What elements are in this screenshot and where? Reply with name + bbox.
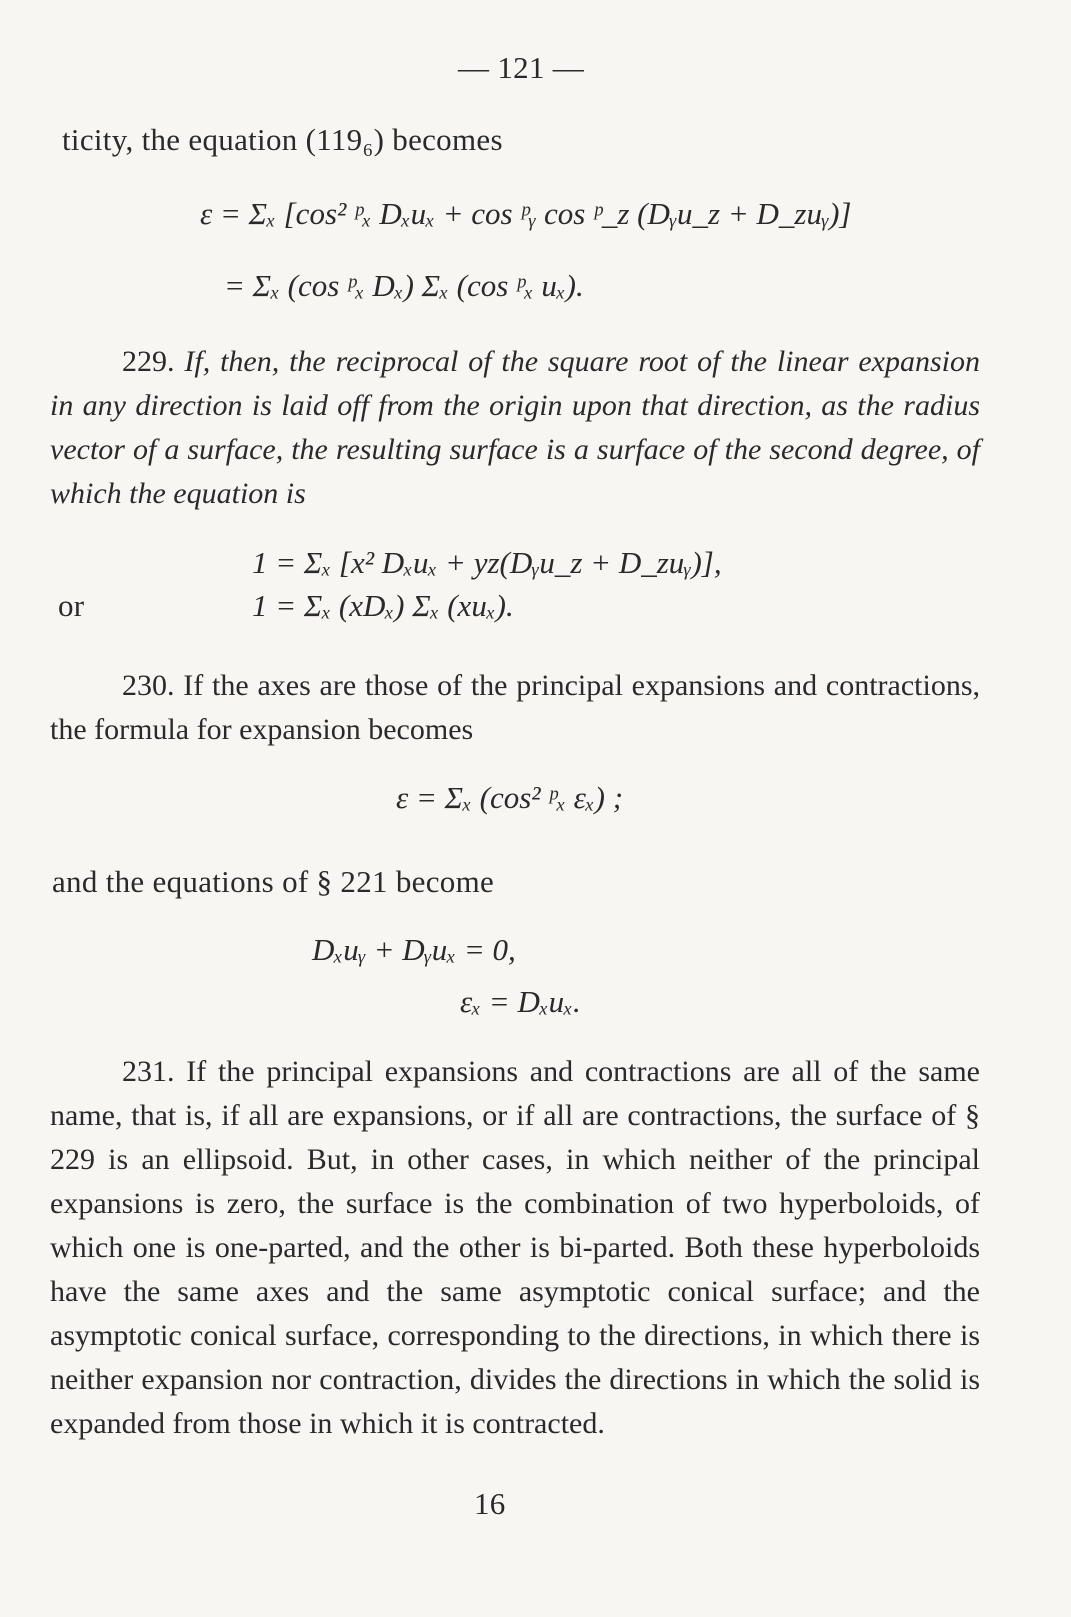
intro-line: ticity, the equation (119₆) becomes bbox=[62, 122, 503, 157]
section-230-text: If the axes are those of the principal expansions and contractions, the formula for expansion becomes bbox=[50, 669, 980, 746]
section-230-number: 230. bbox=[122, 669, 175, 702]
equation-2-line-1: 1 = Σₓ [x² Dₓuₓ + yz(Dᵧu_z + D_zuᵧ)], bbox=[252, 545, 722, 580]
equation-1-line-1: ε = Σₓ [cos² ᵖₓ Dₓuₓ + cos ᵖᵧ cos ᵖ_z (Dᵧu_z + D_zuᵧ)] bbox=[200, 196, 852, 231]
section-231-text: If the principal expansions and contractions are all of the same name, that is, if all are expansions, or if all are contractions, the surface of § 229 is an ellipsoid. But, in other cases, in which neither of the principal expansions is zero, the surface is the combination of two hyperboloids, of which one is one-parted, and the other is bi-parted. Both these hyperboloids have the same axes and the same asymptotic conical surface; and the asymptotic conical surface, corresponding to the directions, in which there is neither expansion nor contraction, divides the directions in which the solid is expanded from those in which it is contracted. bbox=[50, 1055, 980, 1440]
section-231-number: 231. bbox=[122, 1055, 175, 1088]
or-label: or bbox=[58, 588, 85, 623]
section-231 bbox=[50, 1050, 980, 1446]
section-230 bbox=[50, 664, 980, 752]
equation-1-line-2: = Σₓ (cos ᵖₓ Dₓ) Σₓ (cos ᵖₓ uₓ). bbox=[224, 268, 584, 303]
equation-4-line-1: Dₓuᵧ + Dᵧuₓ = 0, bbox=[312, 932, 516, 967]
section-229-text: If, then, the reciprocal of the square root of the linear expansion in any direction is laid off from the origin upon that direction, as the radius vector of a surface, the resulting surface is a surface of the second degree, of which the equation is bbox=[50, 345, 980, 510]
section-229 bbox=[50, 340, 980, 516]
equation-4-line-2: εₓ = Dₓuₓ. bbox=[460, 984, 581, 1019]
between-text: and the equations of § 221 become bbox=[52, 864, 495, 899]
equation-3: ε = Σₓ (cos² ᵖₓ εₓ) ; bbox=[396, 780, 624, 815]
equation-2-line-2: 1 = Σₓ (xDₓ) Σₓ (xuₓ). bbox=[252, 588, 514, 623]
page-number: — 121 — bbox=[458, 50, 585, 85]
signature-mark: 16 bbox=[474, 1486, 506, 1521]
section-229-number: 229. bbox=[122, 345, 175, 378]
